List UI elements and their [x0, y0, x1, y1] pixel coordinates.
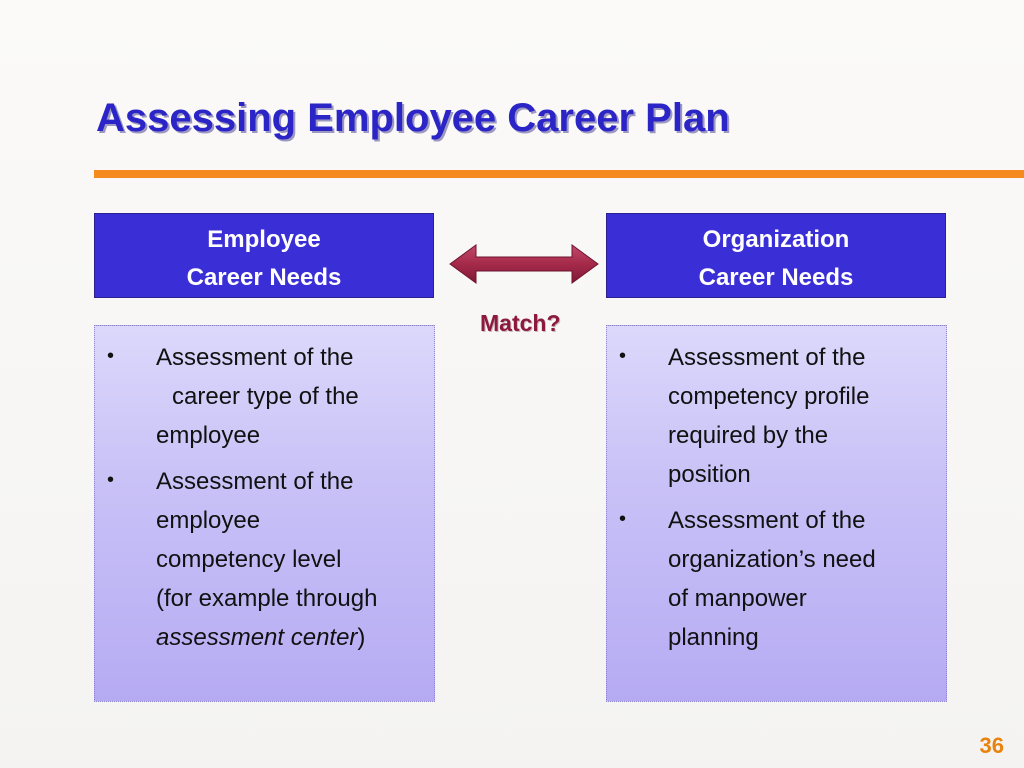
header-line: Employee [207, 226, 321, 253]
employee-needs-panel [94, 325, 435, 702]
bullet-line: Assessment of the [156, 468, 354, 495]
bullet-line: Assessment of the [668, 507, 866, 534]
bullet-line: (for example through [156, 585, 378, 612]
bullet-icon: • [107, 345, 115, 367]
list-item [95, 462, 434, 657]
bullet-line: Assessment of the [668, 344, 866, 371]
organization-career-needs-header [606, 213, 946, 298]
list-item [607, 338, 946, 494]
organization-needs-list [607, 338, 946, 664]
bullet-icon: • [107, 469, 115, 491]
organization-needs-panel [606, 325, 947, 702]
list-item [607, 501, 946, 657]
employee-needs-list [95, 338, 434, 664]
double-headed-arrow-icon [448, 241, 600, 287]
list-item [95, 338, 434, 455]
header-line: Organization [702, 226, 850, 253]
bullet-line: competency profile [668, 383, 870, 410]
bullet-line: Assessment of the [156, 344, 354, 371]
bullet-line: planning [668, 624, 759, 651]
page-number: 36 [979, 733, 1004, 758]
match-label: Match? [480, 310, 561, 336]
header-line: Career Needs [698, 264, 854, 291]
bullet-line: career type of the [172, 383, 359, 410]
bullet-icon: • [619, 345, 627, 367]
bullet-line: of manpower [668, 585, 807, 612]
bullet-line: employee [156, 422, 261, 449]
slide-title: Assessing Employee Career Plan [96, 96, 730, 140]
italic-term: assessment center [156, 624, 358, 651]
bullet-line: organization’s need [668, 546, 876, 573]
bullet-line: employee [156, 507, 261, 534]
closing-paren: ) [357, 624, 366, 651]
bullet-line [156, 618, 424, 657]
bullet-line: required by the [668, 422, 829, 449]
bullet-line: competency level [156, 546, 342, 573]
title-underline [94, 170, 1024, 178]
bullet-icon: • [619, 508, 627, 530]
bullet-line: position [668, 461, 751, 488]
employee-career-needs-header [94, 213, 434, 298]
header-line: Career Needs [186, 264, 342, 291]
